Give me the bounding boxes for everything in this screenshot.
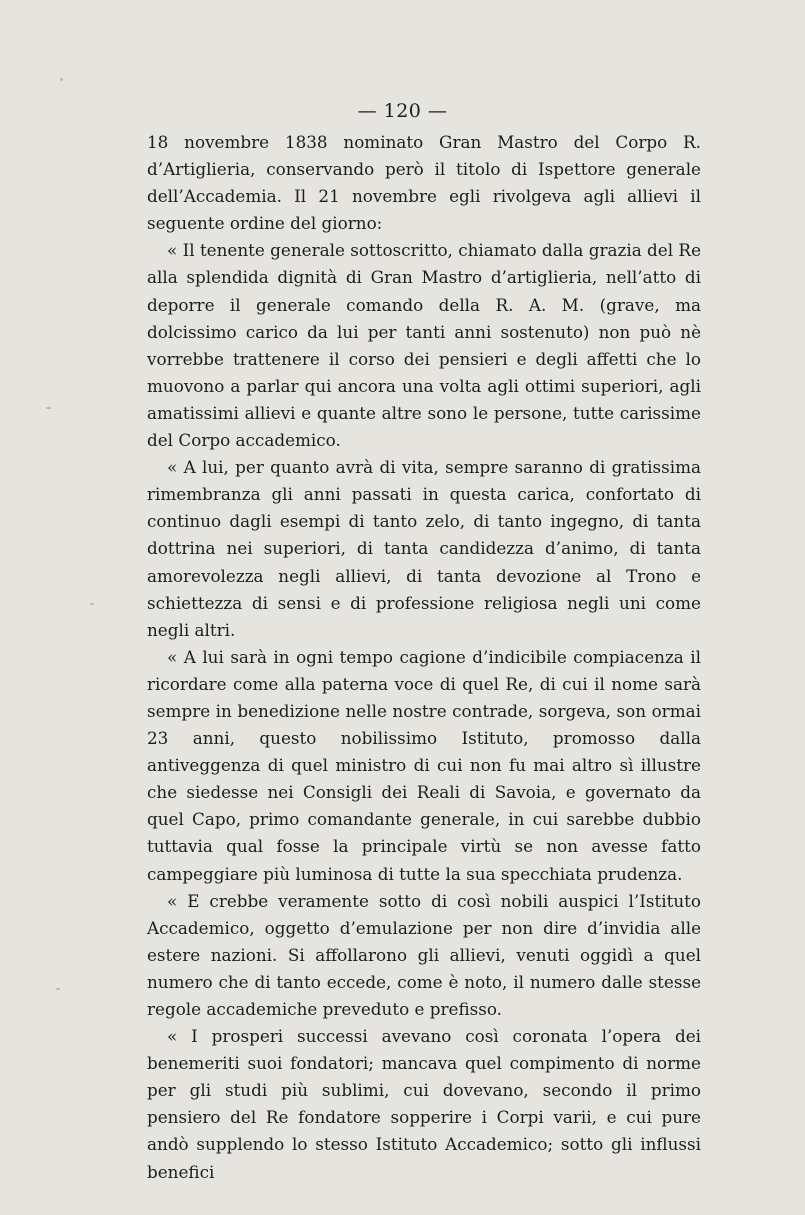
- paragraph: « A lui, per quanto avrà di vita, sempre saranno di gratissima rimembranza gli anni passati in questa carica, confortato di continuo dagli esempi di tanto zelo, di tanto ingegno, di tanta dottrina nei superiori, di tanta candidezza d’animo, di tanta amorevolezza negli allievi, di tanta devozione al Trono e schiettezza di sensi e di professione religiosa negli uni come negli altri.: [147, 457, 701, 640]
- paragraph: « Il tenente generale sottoscritto, chiamato dalla grazia del Re alla splendida dignità di Gran Mastro d’artiglieria, nell’atto di deporre il generale comando della R. A. M. (grave, ma dolcissimo carico da lui per tanti anni sostenuto) non può nè vorrebbe trattenere il corso dei pensieri e degli affetti che lo muovono a parlar qui ancora una volta agli ottimi superiori, agli amatissimi allievi e quante altre sono le persone, tutte carissime del Corpo accademico.: [147, 240, 701, 451]
- paper-speck: [46, 407, 51, 409]
- body-text: [147, 129, 701, 1186]
- paragraph: « A lui sarà in ogni tempo cagione d’indicibile compiacenza il ricordare come alla paterna voce di quel Re, di cui il nome sarà sempre in benedizione nelle nostre contrade, sorgeva, son ormai 23 anni, questo nobilissimo Istituto, promosso dalla antiveggenza di quel ministro di cui non fu mai altro sì illustre che siedesse nei Consigli dei Reali di Savoia, e governato da quel Capo, primo comandante generale, in cui sarebbe dubbio tuttavia qual fosse la principale virtù se non avesse fatto campeggiare più luminosa di tutte la sua specchiata prudenza.: [147, 646, 701, 884]
- paragraph: 18 novembre 1838 nominato Gran Mastro del Corpo R. d’Artiglieria, conservando però il titolo di Ispettore generale dell’Accademia. Il 21 novembre egli rivolgeva agli allievi il seguente ordine del giorno:: [147, 132, 701, 234]
- paragraph: « I prosperi successi avevano così coronata l’opera dei benemeriti suoi fondatori; mancava quel compimento di norme per gli studi più sublimi, cui dovevano, secondo il primo pensiero del Re fondatore sopperire i Corpi varii, e cui pure andò supplendo lo stesso Istituto Accademico; sotto gli influssi benefici: [147, 1026, 701, 1182]
- paragraph: « E crebbe veramente sotto di così nobili auspici l’Istituto Accademico, oggetto d’emulazione per non dire d’invidia alle estere nazioni. Si affollarono gli allievi, venuti oggidì a quel numero che di tanto eccede, come è noto, il numero dalle stesse regole accademiche preveduto e prefisso.: [147, 890, 701, 1019]
- paper-speck: [90, 603, 94, 605]
- paper-speck: [56, 988, 60, 990]
- paper-speck: [60, 78, 63, 81]
- page-number: — 120 —: [357, 100, 448, 122]
